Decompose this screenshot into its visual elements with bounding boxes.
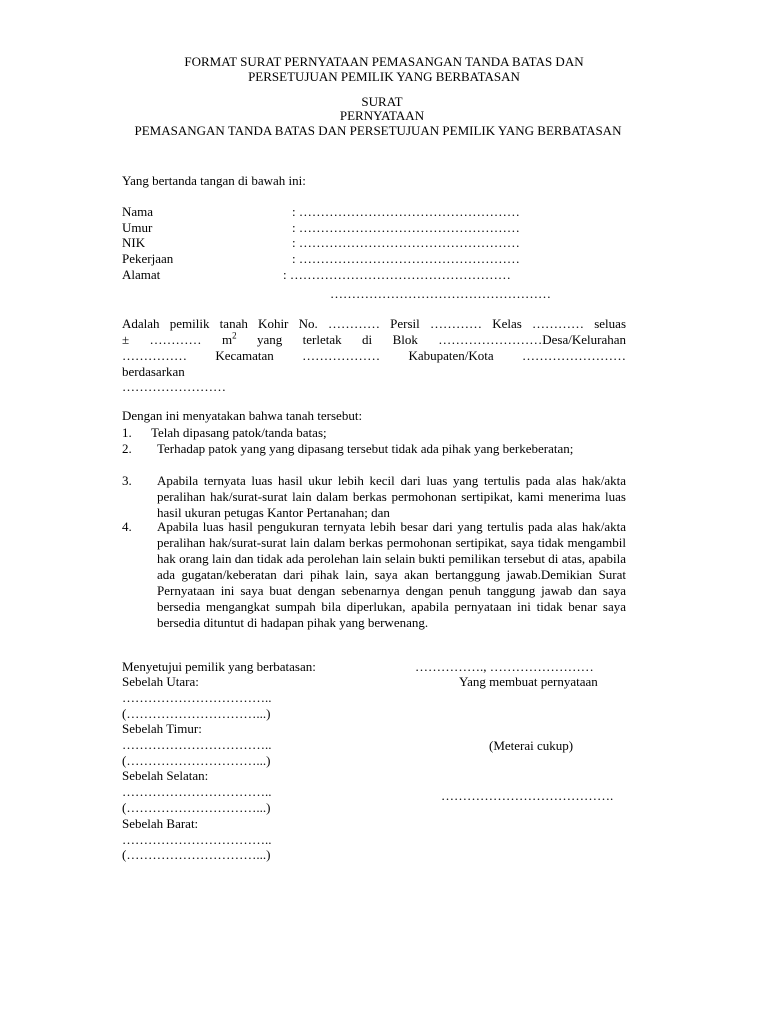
field-label-pekerjaan: Pekerjaan xyxy=(122,251,174,266)
list-item-text: Apabila ternyata luas hasil ukur lebih kecil dari luas yang tertulis pada alas hak/akta peralihan hak/surat-surat lain dalam berkas permohonan sertipikat, kami menerima luas hasil ukuran petugas Kantor Pertanahan; dan xyxy=(157,473,626,520)
field-value-pekerjaan: : …………………………………………… xyxy=(292,251,520,266)
land-line-4: berdasarkan xyxy=(122,364,185,379)
neighbor-label-timur: Sebelah Timur: xyxy=(122,721,202,736)
neighbor-signature-line: …………………………….. xyxy=(122,737,272,752)
neighbor-label-utara: Sebelah Utara: xyxy=(122,674,199,689)
document-subtitle: PEMASANGAN TANDA BATAS DAN PERSETUJUAN PEMILIK YANG BERBATASAN xyxy=(134,123,622,138)
land-line-1: Adalah pemilik tanah Kohir No. ………… Persil ………… Kelas ………… seluas xyxy=(122,316,626,331)
list-item-text: Apabila luas hasil pengukuran ternyata lebih besar dari yang tertulis pada alas hak/akta peralihan hak/surat-surat lain dalam berkas permohonan sertipikat, saya tidak mengambil hak orang lain dan tidak ada perolehan lain selain bukti pemilikan tersebut di atas, apabila ada gugatan/keberatan dari pihak lain, saya akan bertanggung jawab.Demikian Surat Pernyataan ini saya buat dengan sebenarnya dengan penuh tanggung jawab dan saya bersedia mengangkat sumpah bila diperlukan, apabila pernyataan ini tidak benar saya bersedia dituntut di hadapan pihak yang berwenang. xyxy=(157,519,626,630)
field-value-nama: : …………………………………………… xyxy=(292,204,520,219)
field-label-alamat: Alamat xyxy=(122,267,161,282)
meterai-label: (Meterai cukup) xyxy=(489,738,574,753)
neighbor-name-line: (…………………………...) xyxy=(122,847,271,862)
list-item-number: 4. xyxy=(122,519,132,534)
list-item-text: Telah dipasang patok/tanda batas; xyxy=(151,425,327,440)
maker-label: Yang membuat pernyataan xyxy=(459,674,598,689)
neighbor-signature-line: …………………………….. xyxy=(122,784,272,799)
field-alamat-continuation: …………………………………………… xyxy=(330,286,551,301)
land-line-5: …………………… xyxy=(122,379,226,394)
neighbor-name-line: (…………………………...) xyxy=(122,800,271,815)
neighbor-signature-line: …………………………….. xyxy=(122,690,272,705)
list-item-text: Terhadap patok yang yang dipasang tersebut tidak ada pihak yang berkeberatan; xyxy=(157,441,574,456)
field-label-nik: NIK xyxy=(122,235,146,250)
heading-surat: SURAT xyxy=(361,94,403,109)
field-value-nik: : …………………………………………… xyxy=(292,235,520,250)
approval-heading: Menyetujui pemilik yang berbatasan: xyxy=(122,659,316,674)
neighbor-label-selatan: Sebelah Selatan: xyxy=(122,768,209,783)
list-item-number: 1. xyxy=(122,425,132,440)
document-title-line1: FORMAT SURAT PERNYATAAN PEMASANGAN TANDA BATAS DAN xyxy=(184,54,584,69)
place-date-line: ……………., …………………… xyxy=(415,659,594,674)
field-value-umur: : …………………………………………… xyxy=(292,220,520,235)
neighbor-signature-line: …………………………….. xyxy=(122,832,272,847)
field-label-umur: Umur xyxy=(122,220,153,235)
neighbor-name-line: (…………………………...) xyxy=(122,706,271,721)
list-item-number: 3. xyxy=(122,473,132,488)
heading-pernyataan: PERNYATAAN xyxy=(339,108,425,123)
neighbor-name-line: (…………………………...) xyxy=(122,753,271,768)
intro-text: Yang bertanda tangan di bawah ini: xyxy=(122,173,306,188)
maker-signature-line: …………………………………. xyxy=(441,788,614,803)
statement-intro: Dengan ini menyatakan bahwa tanah tersebut: xyxy=(122,408,363,423)
field-value-alamat: : …………………………………………… xyxy=(283,267,511,282)
list-item-number: 2. xyxy=(122,441,132,456)
field-label-nama: Nama xyxy=(122,204,154,219)
land-line-3: …………… Kecamatan ……………… Kabupaten/Kota …………………… xyxy=(122,348,626,363)
document-title-line2: PERSETUJUAN PEMILIK YANG BERBATASAN xyxy=(248,69,520,84)
land-line-2: ± ………… $m^2$ yang terletak di Blok ……………………Desa/Kelurahan xyxy=(122,330,626,347)
neighbor-label-barat: Sebelah Barat: xyxy=(122,816,199,831)
